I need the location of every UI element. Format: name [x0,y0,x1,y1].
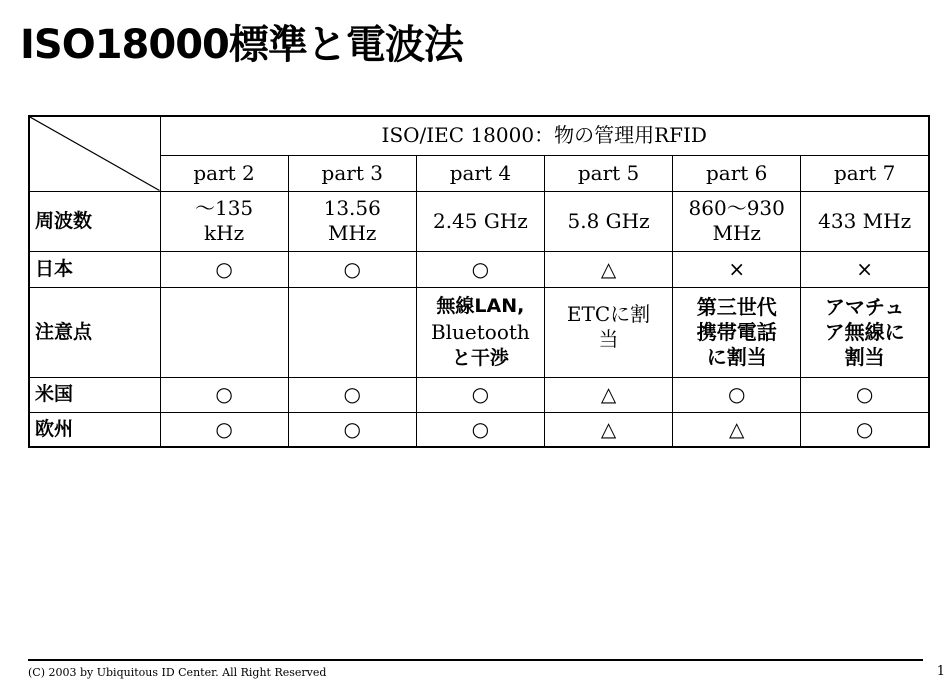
part-header: part 6 [673,155,801,191]
part-header: part 4 [416,155,544,191]
part-header: part 3 [288,155,416,191]
row-label: 米国 [29,377,160,412]
status-mark: ○ [416,412,544,447]
cell-line: kHz [204,221,245,245]
cell-line: 第三世代 [696,294,777,319]
status-mark: △ [544,251,672,287]
cell-line: ～135 [194,196,254,220]
cell-line: 2.45 GHz [432,208,528,233]
footer-divider [28,659,923,661]
frequency-cell [801,191,929,251]
part-header: part 2 [160,155,288,191]
cell-line: MHz [712,221,761,245]
cell-line: 433 MHz [818,208,912,233]
status-mark: △ [673,412,801,447]
status-mark: ○ [416,251,544,287]
note-cell [416,287,544,377]
page-number: 1 [936,664,945,679]
table-corner-cell [29,116,160,191]
part-header: part 7 [801,155,929,191]
cell-line: Bluetooth [430,319,530,344]
cell-line: 割当 [844,344,885,369]
cell-line: 13.56 [323,196,381,220]
cell-line: 5.8 GHz [567,208,650,233]
row-label: 欧州 [29,412,160,447]
frequency-cell [160,191,288,251]
cell-line: ア無線に [824,319,905,344]
status-mark: ○ [288,412,416,447]
group-header: ISO/IEC 18000：物の管理用RFID [160,116,929,155]
diagonal-line-icon [30,117,160,191]
rfid-standards-table [28,115,930,448]
cell-line: 携帯電話 [696,319,777,344]
status-mark: ○ [801,412,929,447]
status-mark: ○ [160,251,288,287]
note-cell [673,287,801,377]
status-mark: ○ [288,377,416,412]
status-mark: × [673,251,801,287]
table-row [29,287,929,377]
status-mark: ○ [160,412,288,447]
cell-line: ETCに割 [566,301,651,326]
note-cell [801,287,929,377]
status-mark: × [801,251,929,287]
row-label: 日本 [29,251,160,287]
cell-line: に割当 [706,344,767,369]
row-label: 注意点 [29,287,160,377]
status-mark: △ [544,412,672,447]
table-row [29,191,929,251]
table-row [29,377,929,412]
cell-line: 無線LAN, [436,294,525,317]
cell-line: と干渉 [451,346,509,369]
cell-line: MHz [328,221,377,245]
status-mark: ○ [160,377,288,412]
page-title: ISO18000標準と電波法 [20,22,463,68]
frequency-cell [288,191,416,251]
frequency-cell [544,191,672,251]
cell-line: 860～930 [688,196,785,220]
note-cell [544,287,672,377]
status-mark: ○ [416,377,544,412]
note-cell [160,287,288,377]
status-mark: △ [544,377,672,412]
cell-line: 当 [598,326,619,351]
status-mark: ○ [673,377,801,412]
part-header: part 5 [544,155,672,191]
table-row [29,412,929,447]
frequency-cell [416,191,544,251]
copyright-text: (C) 2003 by Ubiquitous ID Center. All Right Reserved [28,666,327,679]
table-row [29,251,929,287]
note-cell [288,287,416,377]
status-mark: ○ [288,251,416,287]
cell-line: アマチュ [824,294,905,319]
frequency-cell [673,191,801,251]
status-mark: ○ [801,377,929,412]
row-label: 周波数 [29,191,160,251]
